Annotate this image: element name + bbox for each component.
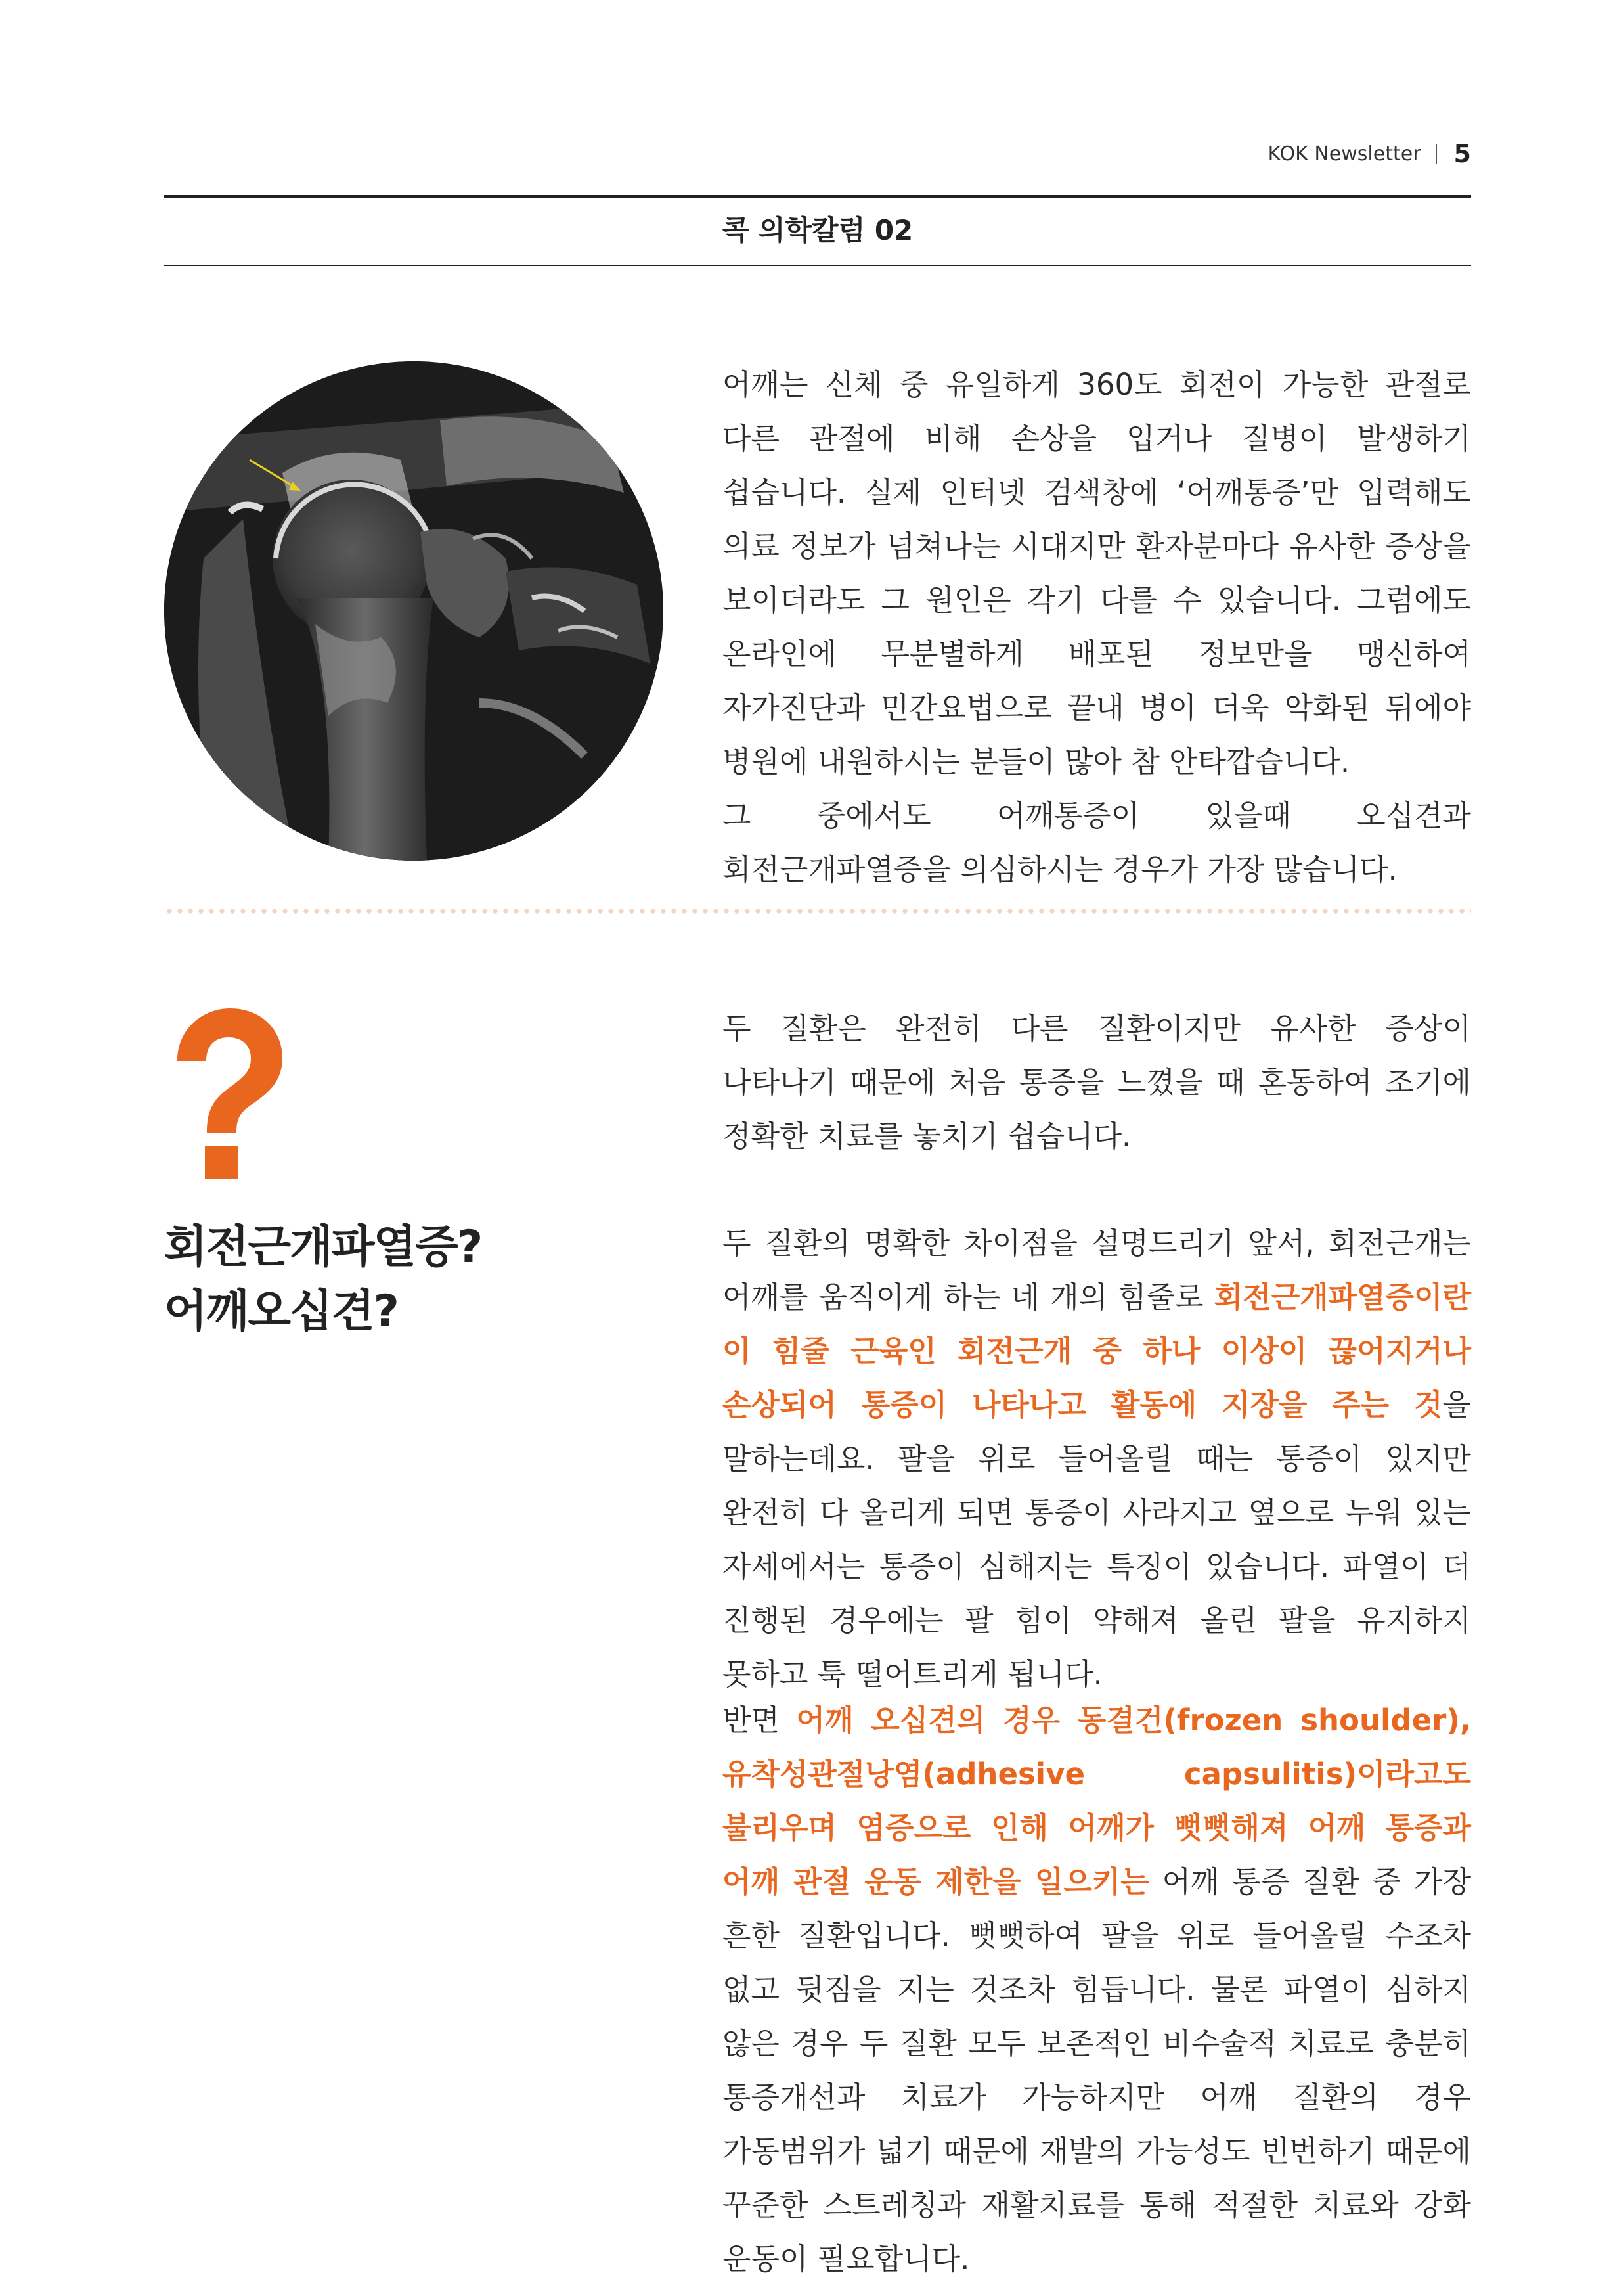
difference-intro-paragraph: 두 질환은 완전히 다른 질환이지만 유사한 증상이 나타나기 때문에 처음 통증을 느꼈을 때 혼동하여 조기에 정확한 치료를 놓치기 쉽습니다. (722, 1011, 1471, 1154)
frozen-text-before: 반면 (722, 1703, 797, 1738)
section-bottom-rule (164, 265, 1471, 266)
section-label: 콕 의학칼럼 02 (722, 214, 914, 246)
title-rotator-cuff: 회전근개파열증? (164, 1221, 482, 1273)
frozen-shoulder-paragraph (722, 1694, 1471, 2286)
shoulder-mri-image (164, 361, 663, 861)
rotator-text-before: 두 질환의 명확한 차이점을 설명드리기 앞서, 회전근개는 어깨를 움직이게 하는 네 개의 힘줄로 (722, 1226, 1471, 1315)
rotator-text-after: 을 말하는데요. 팔을 위로 들어올릴 때는 통증이 있지만 완전히 다 올리게 되면 통증이 사라지고 옆으로 누워 있는 자세에서는 통증이 심해지는 특징이 있습니다. 파열이 더 진행된 경우에는 팔 힘이 약해져 올린 팔을 유지하지 못하고 툭 떨어트리게 됩니다. (722, 1387, 1471, 1692)
page-header (1268, 139, 1471, 168)
header-divider (1436, 144, 1437, 164)
page-number: 5 (1453, 139, 1471, 168)
intro-paragraph: 어깨는 신체 중 유일하게 360도 회전이 가능한 관절로 다른 관절에 비해 손상을 입거나 질병이 발생하기 쉽습니다. 실제 인터넷 검색창에 ‘어깨통증’만 입력해도 의료 정보가 넘쳐나는 시대지만 환자분마다 유사한 증상을 보이더라도 그 원인은 각기 다를 수 있습니다. 그럼에도 온라인에 무분별하게 배포된 정보만을 맹신하여 자가진단과 민간요법으로 끝내 병이 더욱 악화된 뒤에야 병원에 내원하시는 분들이 많아 참 안타깝습니다. 그 중에서도 어깨통증이 있을때 오십견과 회전근개파열증을 의심하시는 경우가 가장 많습니다. (722, 367, 1471, 887)
dotted-divider (164, 909, 1471, 914)
frozen-highlight: 어깨 오십견의 경우 동결건(frozen shoulder), 유착성관절낭염(adhesive capsulitis)이라고도 불리우며 염증으로 인해 어깨가 뻣뻣해져 어깨 통증과 어깨 관절 운동 제한을 일으키는 (722, 1703, 1472, 1899)
frozen-text-after: 어깨 통증 질환 중 가장 흔한 질환입니다. 뻣뻣하여 팔을 위로 들어올릴 수조차 없고 뒷짐을 지는 것조차 힘듭니다. 물론 파열이 심하지 않은 경우 두 질환 모두 보존적인 비수술적 치료로 충분히 통증개선과 치료가 가능하지만 어깨 질환의 경우 가동범위가 넓기 때문에 재발의 가능성도 빈번하기 때문에 꾸준한 스트레칭과 재활치료를 통해 적절한 치료와 강화 운동이 필요합니다. (722, 1864, 1471, 2276)
rotator-highlight: 회전근개파열증이란 이 힘줄 근육인 회전근개 중 하나 이상이 끊어지거나 손상되어 통증이 나타나고 활동에 지장을 주는 것 (722, 1280, 1471, 1422)
section-top-rule (164, 195, 1471, 198)
rotator-cuff-paragraph (722, 1217, 1471, 1701)
question-mark-icon (164, 1008, 289, 1186)
title-frozen-shoulder: 어깨오십견? (164, 1286, 398, 1338)
publication-name: KOK Newsletter (1267, 142, 1421, 166)
question-title (164, 1215, 637, 1344)
